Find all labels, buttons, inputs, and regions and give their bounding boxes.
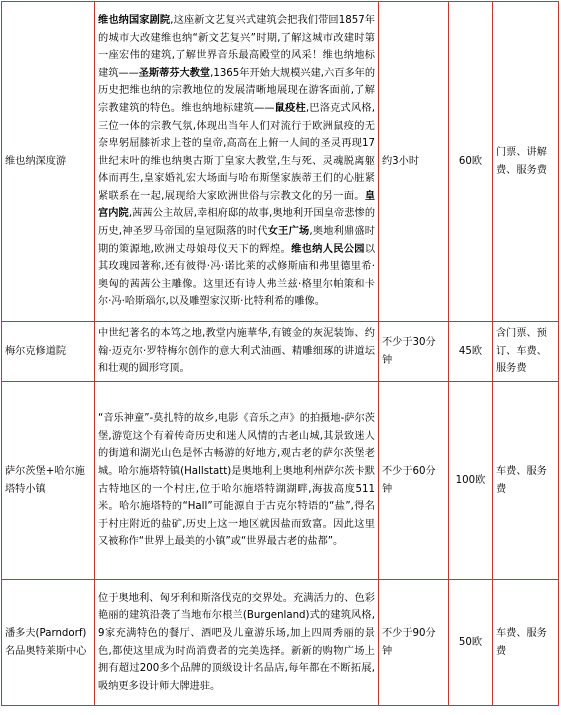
description-segment: 以其玫瑰园著称,还有彼得·冯·诺比莱的忒修斯庙和弗里德里希·奥匈的茜茜公主雕像。这里还有诗人弗兰兹·格里尔帕策和卡尔·冯·哈斯瑙尔,以及雕塑家汉斯·比特利希的雕像。 [98, 243, 375, 308]
description-segment: 维也纳人民公园 [291, 243, 365, 255]
excursion-fees: 含门票、预订、车费、服务费 [493, 322, 559, 382]
excursion-description [95, 322, 379, 382]
description-segment: ,奥地利鼎盛时期的策源地,欧洲丈母娘母仪天下的辉煌。 [98, 226, 375, 255]
description-segment: 中世纪著名的本笃之地,教堂内施華华,有镀金的灰泥装饰、约翰·迈克尔·罗特梅尔创作的意大利式油画、精雕细琢的讲道坛和壮观的圆形穹顶。 [98, 328, 375, 375]
excursion-price: 45欧 [449, 322, 493, 382]
excursion-duration: 不少于60分钟 [379, 382, 449, 580]
excursion-name: 梅尔克修道院 [2, 322, 95, 382]
table-row [2, 322, 559, 382]
description-segment: ,这座新文艺复兴式建筑会把我们带回1857年的城市大改建维也纳“新文艺复兴”时期,了解这城市改建时第一座宏伟的建筑,了解世界音乐最高殿堂的风采！维也纳地标建筑—— [98, 14, 375, 79]
excursion-name: 维也纳深度游 [2, 2, 95, 322]
excursion-duration: 不少于90分钟 [379, 580, 449, 706]
description-segment: 位于奥地利、匈牙利和斯洛伐克的交界处。充满活力的、色彩艳丽的建筑沿袭了当地布尔根兰(Burgenland)式的建筑风格,9家充满特色的餐厅、酒吧及儿童游乐场,加上四周秀丽的景色,都使这里成为时尚消费者的完美选择。新新的购物广场上拥有超过200多个品牌的顶级设计名品店,每年都在不断拓展,吸纳更多设计师大牌进驻。 [98, 592, 375, 692]
excursion-description [95, 2, 379, 322]
description-segment: 圣斯蒂芬大教堂 [138, 67, 211, 79]
excursion-description [95, 382, 379, 580]
table-row [2, 580, 559, 706]
excursion-table [1, 1, 559, 706]
description-segment: 女王广场 [267, 226, 310, 238]
excursion-name: 潘多夫(Parndorf)名品奥特莱斯中心 [2, 580, 95, 706]
excursion-description [95, 580, 379, 706]
excursion-duration: 约3小时 [379, 2, 449, 322]
description-segment: “音乐神童”-莫扎特的故乡,电影《音乐之声》的拍摄地-萨尔茨堡,游览这个有着传奇历史和迷人风情的古老山城,其景致迷人的街道和湖光山色是怀古畅游的好地方,观古老的萨尔茨堡老城。哈尔施塔特镇(Hallstatt)是奥地利上奥地利州萨尔茨卡默古特地区的一个村庄,位于哈尔施塔特湖湖畔,海拔高度511米。哈尔施塔特的“Hall”可能源自于古克尔特语的“盐”,得名于村庄附近的盐矿,历史上这一地区就因盐而致富。因此这里又被称作“世界上最美的小镇”或“世界最古老的盐都”。 [98, 413, 375, 548]
excursion-fees: 门票、讲解费、服务费 [493, 2, 559, 322]
excursion-price: 100欧 [449, 382, 493, 580]
excursion-price: 60欧 [449, 2, 493, 322]
description-segment: 皇宫内院 [98, 190, 375, 220]
excursion-name: 萨尔茨堡+哈尔施塔特小镇 [2, 382, 95, 580]
description-segment: ,1365年开始大规模兴建,六百多年的历史把维也纳的宗教地位的发展清晰地展现在游客面前,了解宗教建筑的特色。维也纳地标建筑—— [98, 67, 376, 114]
excursion-price: 50欧 [449, 580, 493, 706]
description-segment: 鼠疫柱 [274, 102, 306, 114]
excursion-duration: 不少于30分钟 [379, 322, 449, 382]
description-segment: ,茜茜公主故居,幸相府邸的故事,奥地利开国皇帝悲惨的历史,神圣罗马帝国的皇冠陨落的时代 [98, 208, 376, 238]
table-row [2, 2, 559, 322]
description-segment: 维也纳国家剧院 [98, 14, 171, 26]
table-row [2, 382, 559, 580]
excursion-fees: 车费、服务费 [493, 382, 559, 580]
excursion-fees: 车费、服务费 [493, 580, 559, 706]
description-segment: ,巴洛克式风格,三位一体的宗教气氛,体现出当年人们对流行于欧洲鼠疫的无奈卑躬屈膝祈求上苍的皇帝,高高在上俯一人间的圣灵再现17世纪末叶的维也纳奥古斯丁皇家大教堂,生与死、灵魂脱离躯体而再生,皇家婚礼宏大场面与哈布斯堡家族蒂王们的心脏紧紧联系在一起,展现给大家欧洲世俗与宗教文化的另一面。 [98, 102, 376, 202]
